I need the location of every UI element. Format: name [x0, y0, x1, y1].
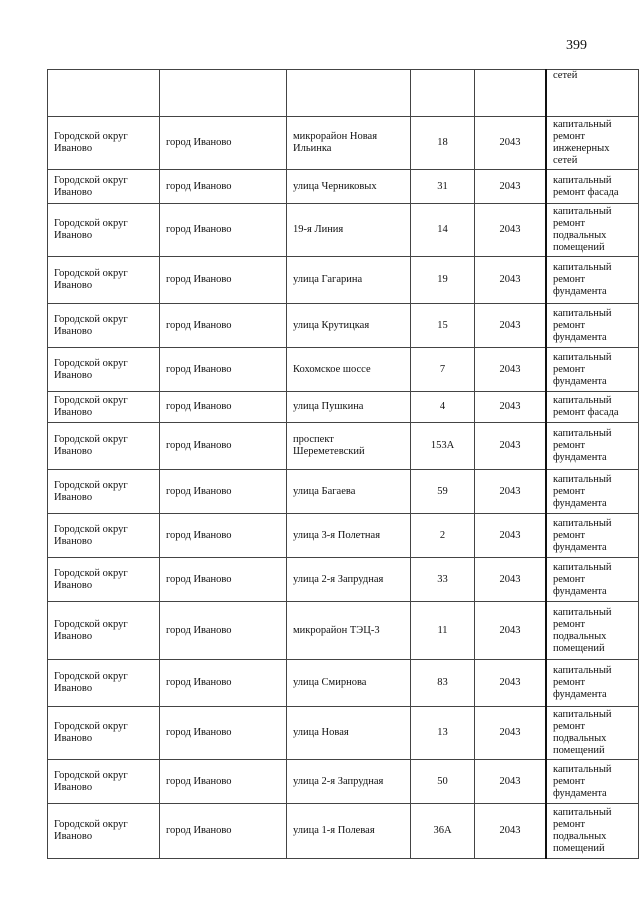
cell-settlement: город Иваново: [160, 257, 287, 304]
cell-year: 2043: [475, 558, 547, 602]
cell-work-type: капитальный ремонт фундамента: [546, 257, 639, 304]
cell-settlement: [160, 70, 287, 117]
cell-settlement: город Иваново: [160, 392, 287, 423]
cell-street: улица 2-я Запрудная: [287, 760, 411, 804]
cell-work-type: капитальный ремонт фундамента: [546, 660, 639, 707]
cell-settlement: город Иваново: [160, 170, 287, 204]
table-row: [48, 117, 639, 170]
cell-settlement: город Иваново: [160, 760, 287, 804]
table-row: [48, 707, 639, 760]
cell-house: 59: [411, 470, 475, 514]
cell-municipality: Городской округ Иваново: [48, 117, 160, 170]
cell-street: улица 3-я Полетная: [287, 514, 411, 558]
cell-settlement: город Иваново: [160, 470, 287, 514]
cell-year: 2043: [475, 602, 547, 660]
cell-street: улица Гагарина: [287, 257, 411, 304]
cell-settlement: город Иваново: [160, 348, 287, 392]
cell-work-type: капитальный ремонт фундамента: [546, 514, 639, 558]
cell-municipality: Городской округ Иваново: [48, 804, 160, 859]
cell-house: 33: [411, 558, 475, 602]
cell-year: 2043: [475, 348, 547, 392]
cell-settlement: город Иваново: [160, 204, 287, 257]
table-body: [48, 70, 639, 859]
cell-municipality: Городской округ Иваново: [48, 304, 160, 348]
cell-year: 2043: [475, 514, 547, 558]
cell-settlement: город Иваново: [160, 660, 287, 707]
cell-street: микрорайон Новая Ильинка: [287, 117, 411, 170]
cell-work-type: капитальный ремонт подвальных помещений: [546, 204, 639, 257]
cell-street: улица 2-я Запрудная: [287, 558, 411, 602]
repair-schedule-table: [47, 69, 639, 859]
cell-year: 2043: [475, 470, 547, 514]
cell-house: [411, 70, 475, 117]
cell-municipality: Городской округ Иваново: [48, 470, 160, 514]
cell-street: микрорайон ТЭЦ-3: [287, 602, 411, 660]
cell-municipality: Городской округ Иваново: [48, 348, 160, 392]
cell-municipality: Городской округ Иваново: [48, 423, 160, 470]
cell-year: 2043: [475, 257, 547, 304]
cell-settlement: город Иваново: [160, 423, 287, 470]
cell-house: 50: [411, 760, 475, 804]
cell-municipality: Городской округ Иваново: [48, 760, 160, 804]
cell-year: 2043: [475, 660, 547, 707]
cell-street: улица Новая: [287, 707, 411, 760]
table-row: [48, 804, 639, 859]
cell-year: [475, 70, 547, 117]
table-row: [48, 392, 639, 423]
cell-settlement: город Иваново: [160, 602, 287, 660]
table-row: [48, 760, 639, 804]
table-row: [48, 170, 639, 204]
cell-municipality: [48, 70, 160, 117]
cell-municipality: Городской округ Иваново: [48, 707, 160, 760]
cell-municipality: Городской округ Иваново: [48, 602, 160, 660]
cell-municipality: Городской округ Иваново: [48, 257, 160, 304]
cell-work-type: капитальный ремонт фундамента: [546, 304, 639, 348]
cell-work-type: капитальный ремонт подвальных помещений: [546, 602, 639, 660]
cell-year: 2043: [475, 204, 547, 257]
cell-street: улица Черниковых: [287, 170, 411, 204]
table-row: [48, 304, 639, 348]
cell-settlement: город Иваново: [160, 707, 287, 760]
cell-street: [287, 70, 411, 117]
table-row-continuation: [48, 70, 639, 117]
cell-house: 2: [411, 514, 475, 558]
cell-street: Кохомское шоссе: [287, 348, 411, 392]
page-number: 399: [566, 38, 587, 53]
cell-municipality: Городской округ Иваново: [48, 660, 160, 707]
cell-work-type: капитальный ремонт фундамента: [546, 470, 639, 514]
cell-municipality: Городской округ Иваново: [48, 170, 160, 204]
cell-year: 2043: [475, 117, 547, 170]
cell-work-type: капитальный ремонт фундамента: [546, 423, 639, 470]
cell-year: 2043: [475, 804, 547, 859]
cell-municipality: Городской округ Иваново: [48, 392, 160, 423]
cell-house: 83: [411, 660, 475, 707]
cell-municipality: Городской округ Иваново: [48, 204, 160, 257]
cell-work-type: капитальный ремонт фундамента: [546, 348, 639, 392]
cell-house: 31: [411, 170, 475, 204]
cell-house: 18: [411, 117, 475, 170]
cell-street: улица Крутицкая: [287, 304, 411, 348]
table-row: [48, 204, 639, 257]
cell-work-type: капитальный ремонт подвальных помещений: [546, 707, 639, 760]
table-row: [48, 470, 639, 514]
cell-street: улица 1-я Полевая: [287, 804, 411, 859]
cell-house: 4: [411, 392, 475, 423]
cell-year: 2043: [475, 170, 547, 204]
cell-street: проспект Шереметевский: [287, 423, 411, 470]
cell-settlement: город Иваново: [160, 117, 287, 170]
cell-work-type: капитальный ремонт инженерных сетей: [546, 117, 639, 170]
cell-house: 7: [411, 348, 475, 392]
table-row: [48, 602, 639, 660]
cell-house: 153А: [411, 423, 475, 470]
cell-municipality: Городской округ Иваново: [48, 514, 160, 558]
cell-work-type: капитальный ремонт фундамента: [546, 760, 639, 804]
table-row: [48, 348, 639, 392]
cell-house: 19: [411, 257, 475, 304]
table-row: [48, 660, 639, 707]
cell-year: 2043: [475, 760, 547, 804]
table-row: [48, 514, 639, 558]
cell-year: 2043: [475, 707, 547, 760]
cell-year: 2043: [475, 304, 547, 348]
cell-house: 15: [411, 304, 475, 348]
table-row: [48, 423, 639, 470]
cell-work-type: капитальный ремонт фундамента: [546, 558, 639, 602]
table-row: [48, 558, 639, 602]
cell-street: улица Пушкина: [287, 392, 411, 423]
cell-house: 36А: [411, 804, 475, 859]
cell-settlement: город Иваново: [160, 558, 287, 602]
cell-house: 11: [411, 602, 475, 660]
cell-work-type: капитальный ремонт подвальных помещений: [546, 804, 639, 859]
cell-work-type: сетей: [546, 70, 639, 117]
cell-work-type: капитальный ремонт фасада: [546, 392, 639, 423]
cell-settlement: город Иваново: [160, 304, 287, 348]
cell-settlement: город Иваново: [160, 514, 287, 558]
cell-street: 19-я Линия: [287, 204, 411, 257]
cell-municipality: Городской округ Иваново: [48, 558, 160, 602]
cell-street: улица Смирнова: [287, 660, 411, 707]
cell-house: 14: [411, 204, 475, 257]
table-row: [48, 257, 639, 304]
cell-house: 13: [411, 707, 475, 760]
cell-settlement: город Иваново: [160, 804, 287, 859]
cell-work-type: капитальный ремонт фасада: [546, 170, 639, 204]
cell-year: 2043: [475, 423, 547, 470]
cell-street: улица Багаева: [287, 470, 411, 514]
cell-year: 2043: [475, 392, 547, 423]
